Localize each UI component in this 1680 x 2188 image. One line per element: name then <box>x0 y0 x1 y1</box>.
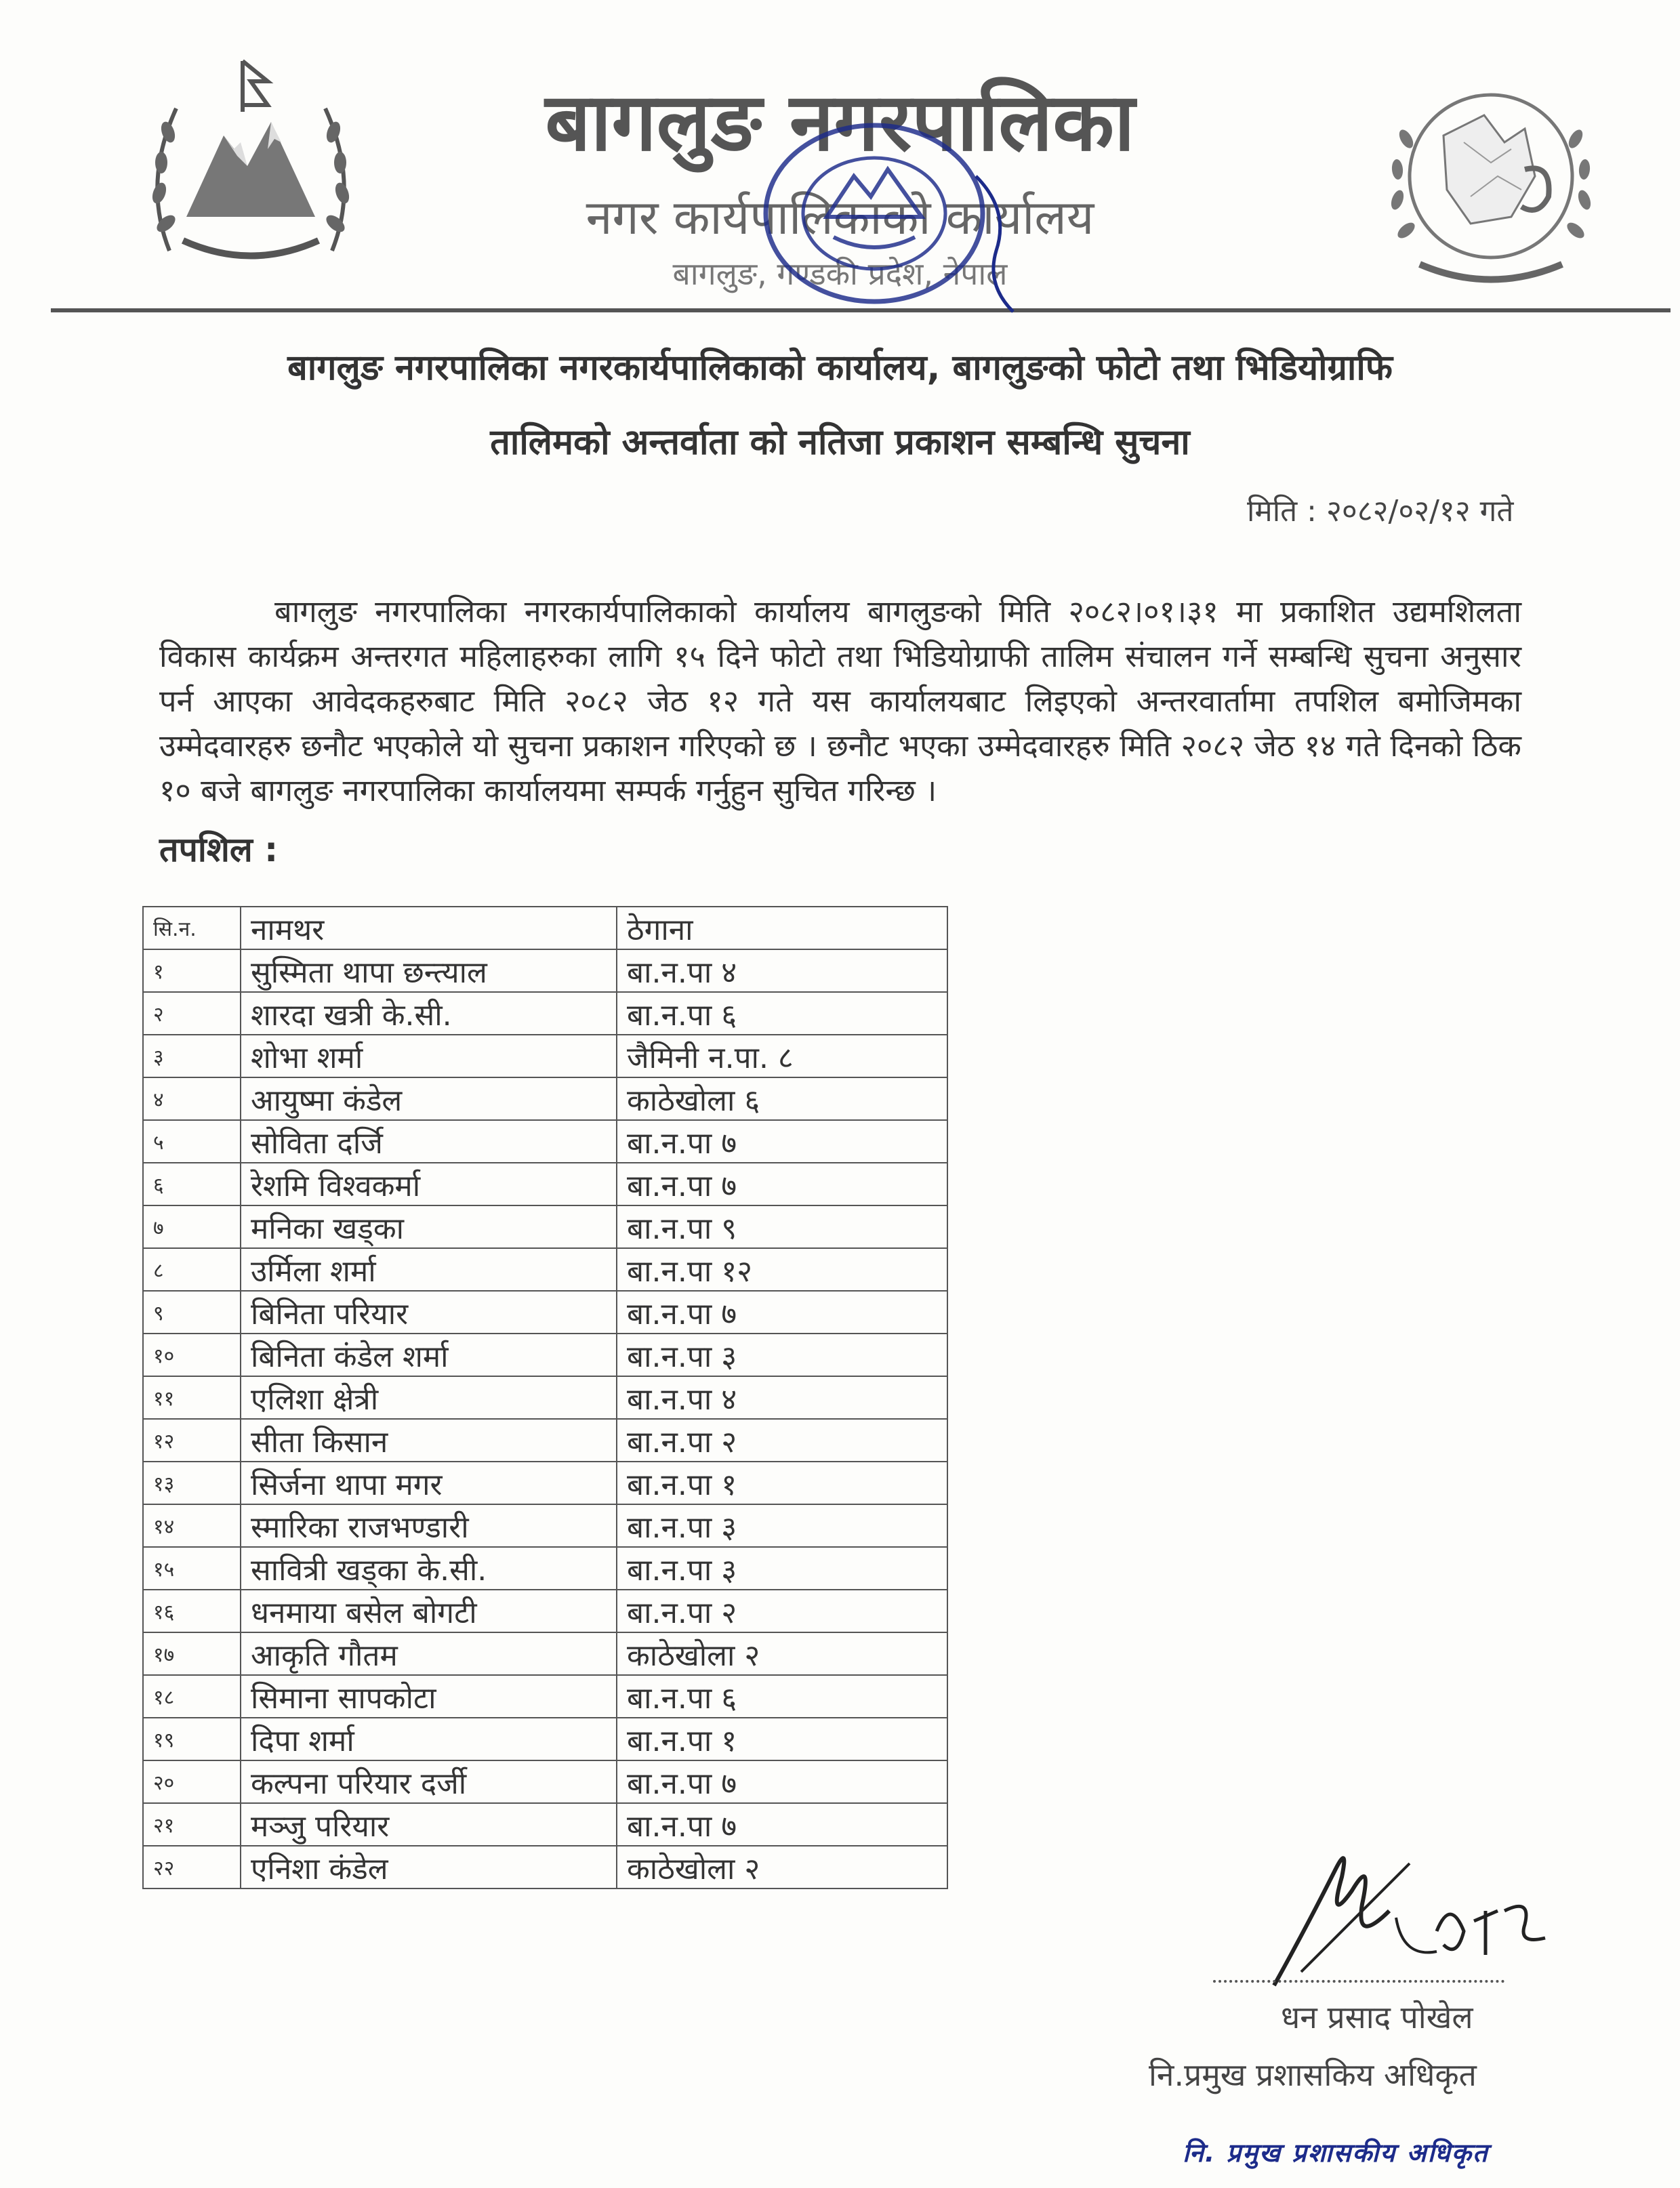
address-cell: बा.न.पा ७ <box>617 1120 947 1163</box>
table-row <box>143 1376 947 1419</box>
table-row <box>143 1632 947 1675</box>
table-header-row <box>143 907 947 949</box>
address-cell: बा.न.पा ६ <box>617 992 947 1035</box>
address-cell: बा.न.पा २ <box>617 1590 947 1632</box>
candidate-name-cell: आयुष्मा कंडेल <box>241 1077 617 1120</box>
column-header-name: नामथर <box>241 907 617 949</box>
candidate-name-cell: कल्पना परियार दर्जी <box>241 1760 617 1803</box>
address-cell: काठेखोला २ <box>617 1632 947 1675</box>
serial-number-cell: १६ <box>143 1590 241 1632</box>
serial-number-cell: ३ <box>143 1035 241 1077</box>
address-cell: जैमिनी न.पा. ८ <box>617 1035 947 1077</box>
selected-candidates-table <box>142 906 948 1889</box>
candidate-name-cell: मञ्जु परियार <box>241 1803 617 1846</box>
candidate-name-cell: एनिशा कंडेल <box>241 1846 617 1888</box>
office-seal-stamp-icon <box>752 102 996 325</box>
candidate-name-cell: सोविता दर्जि <box>241 1120 617 1163</box>
serial-number-cell: ११ <box>143 1376 241 1419</box>
notice-date: मिति : २०८२/०२/१२ गते <box>1247 494 1514 529</box>
address-cell: काठेखोला ६ <box>617 1077 947 1120</box>
serial-number-cell: १० <box>143 1334 241 1376</box>
address-cell: बा.न.पा ७ <box>617 1760 947 1803</box>
candidate-name-cell: सुस्मिता थापा छन्त्याल <box>241 949 617 992</box>
serial-number-cell: २१ <box>143 1803 241 1846</box>
serial-number-cell: २ <box>143 992 241 1035</box>
serial-number-cell: १४ <box>143 1504 241 1547</box>
address-cell: बा.न.पा ३ <box>617 1504 947 1547</box>
candidate-name-cell: आकृति गौतम <box>241 1632 617 1675</box>
address-cell: काठेखोला २ <box>617 1846 947 1888</box>
serial-number-cell: २२ <box>143 1846 241 1888</box>
serial-number-cell: ८ <box>143 1248 241 1291</box>
table-row <box>143 1334 947 1376</box>
address-cell: बा.न.पा ३ <box>617 1547 947 1590</box>
table-row <box>143 1419 947 1462</box>
notice-body: बागलुङ नगरपालिका नगरकार्यपालिकाको कार्यालय बागलुङको मिति २०८२।०१।३१ मा प्रकाशित उद्यमशिलता विकास कार्यक्रम अन्तरगत महिलाहरुका लागि १५ दिने फोटो तथा भिडियोग्राफी तालिम संचालन गर्ने सम्बन्धि सुचना अनुसार पर्न आएका आवेदकहरुबाट मिति २०८२ जेठ १२ गते यस कार्यालयबाट लिइएको अन्तरवार्तामा तपशिल बमोजिमका उम्मेदवारहरु छनौट भएकोले यो सुचना प्रकाशन गरिएको छ । छनौट भएका उम्मेदवारहरु मिति २०८२ जेठ १४ गते दिनको ठिक १० बजे बागलुङ नगरपालिका कार्यालयमा सम्पर्क गर्नुहुन सुचित गरिन्छ । <box>159 594 1521 808</box>
address-cell: बा.न.पा १ <box>617 1718 947 1760</box>
candidate-name-cell: शोभा शर्मा <box>241 1035 617 1077</box>
address-cell: बा.न.पा १२ <box>617 1248 947 1291</box>
candidate-name-cell: उर्मिला शर्मा <box>241 1248 617 1291</box>
signature-line <box>1213 1980 1504 1983</box>
office-address: बागलुङ, गण्डकी प्रदेश, नेपाल <box>672 255 1008 292</box>
address-cell: बा.न.पा ९ <box>617 1205 947 1248</box>
table-row <box>143 1462 947 1504</box>
municipality-name: बागलुङ नगरपालिका <box>545 75 1135 169</box>
serial-number-cell: १८ <box>143 1675 241 1718</box>
seal-signature-mark-icon <box>969 169 1023 318</box>
candidate-name-cell: शारदा खत्री के.सी. <box>241 992 617 1035</box>
candidate-name-cell: बिनिता परियार <box>241 1291 617 1334</box>
address-cell: बा.न.पा १ <box>617 1462 947 1504</box>
candidate-name-cell: सावित्री खड्का के.सी. <box>241 1547 617 1590</box>
address-cell: बा.न.पा ७ <box>617 1803 947 1846</box>
table-row <box>143 1547 947 1590</box>
table-row <box>143 1675 947 1718</box>
table-row <box>143 1803 947 1846</box>
designation-stamp: नि. प्रमुख प्रशासकीय अधिकृत <box>1183 2138 1489 2168</box>
serial-number-cell: ९ <box>143 1291 241 1334</box>
table-row <box>143 1590 947 1632</box>
office-name: नगर कार्यपालिकाको कार्यालय <box>586 190 1094 245</box>
table-row <box>143 1163 947 1205</box>
details-label: तपशिल : <box>159 830 279 869</box>
table-row <box>143 949 947 992</box>
column-header-address: ठेगाना <box>617 907 947 949</box>
table-row <box>143 1718 947 1760</box>
table-row <box>143 1205 947 1248</box>
address-cell: बा.न.पा ७ <box>617 1163 947 1205</box>
table-row <box>143 1846 947 1888</box>
handwritten-signature-icon <box>1233 1830 1559 1999</box>
candidate-name-cell: स्मारिका राजभण्डारी <box>241 1504 617 1547</box>
table-row <box>143 1120 947 1163</box>
serial-number-cell: ७ <box>143 1205 241 1248</box>
serial-number-cell: २० <box>143 1760 241 1803</box>
candidate-name-cell: मनिका खड्का <box>241 1205 617 1248</box>
candidate-name-cell: रेशमि विश्वकर्मा <box>241 1163 617 1205</box>
notice-subject-line-1: बागलुङ नगरपालिका नगरकार्यपालिकाको कार्यालय, बागलुङको फोटो तथा भिडियोग्राफि <box>287 348 1393 388</box>
notice-subject-line-2: तालिमको अन्तर्वाता को नतिजा प्रकाशन सम्बन्धि सुचना <box>490 422 1190 463</box>
serial-number-cell: १२ <box>143 1419 241 1462</box>
candidate-name-cell: सिर्जना थापा मगर <box>241 1462 617 1504</box>
address-cell: बा.न.पा ४ <box>617 1376 947 1419</box>
table-body <box>143 949 947 1888</box>
address-cell: बा.न.पा ३ <box>617 1334 947 1376</box>
candidate-name-cell: बिनिता कंडेल शर्मा <box>241 1334 617 1376</box>
address-cell: बा.न.पा ६ <box>617 1675 947 1718</box>
candidate-name-cell: धनमाया बसेल बोगटी <box>241 1590 617 1632</box>
signer-name: धन प्रसाद पोखेल <box>1281 1999 1473 2036</box>
serial-number-cell: १७ <box>143 1632 241 1675</box>
candidate-name-cell: दिपा शर्मा <box>241 1718 617 1760</box>
serial-number-cell: १५ <box>143 1547 241 1590</box>
candidate-name-cell: एलिशा क्षेत्री <box>241 1376 617 1419</box>
serial-number-cell: १३ <box>143 1462 241 1504</box>
table-row <box>143 1035 947 1077</box>
table-row <box>143 992 947 1035</box>
address-cell: बा.न.पा ७ <box>617 1291 947 1334</box>
serial-number-cell: १९ <box>143 1718 241 1760</box>
table-row <box>143 1504 947 1547</box>
signer-title: नि.प्रमुख प्रशासकिय अधिकृत <box>1149 2057 1477 2093</box>
serial-number-cell: ६ <box>143 1163 241 1205</box>
address-cell: बा.न.पा ४ <box>617 949 947 992</box>
table-row <box>143 1248 947 1291</box>
table-row <box>143 1291 947 1334</box>
serial-number-cell: ४ <box>143 1077 241 1120</box>
table-row <box>143 1077 947 1120</box>
candidate-name-cell: सीता किसान <box>241 1419 617 1462</box>
serial-number-cell: ५ <box>143 1120 241 1163</box>
candidate-name-cell: सिमाना सापकोटा <box>241 1675 617 1718</box>
table-row <box>143 1760 947 1803</box>
column-header-serial: सि.न. <box>143 907 241 949</box>
serial-number-cell: १ <box>143 949 241 992</box>
address-cell: बा.न.पा २ <box>617 1419 947 1462</box>
